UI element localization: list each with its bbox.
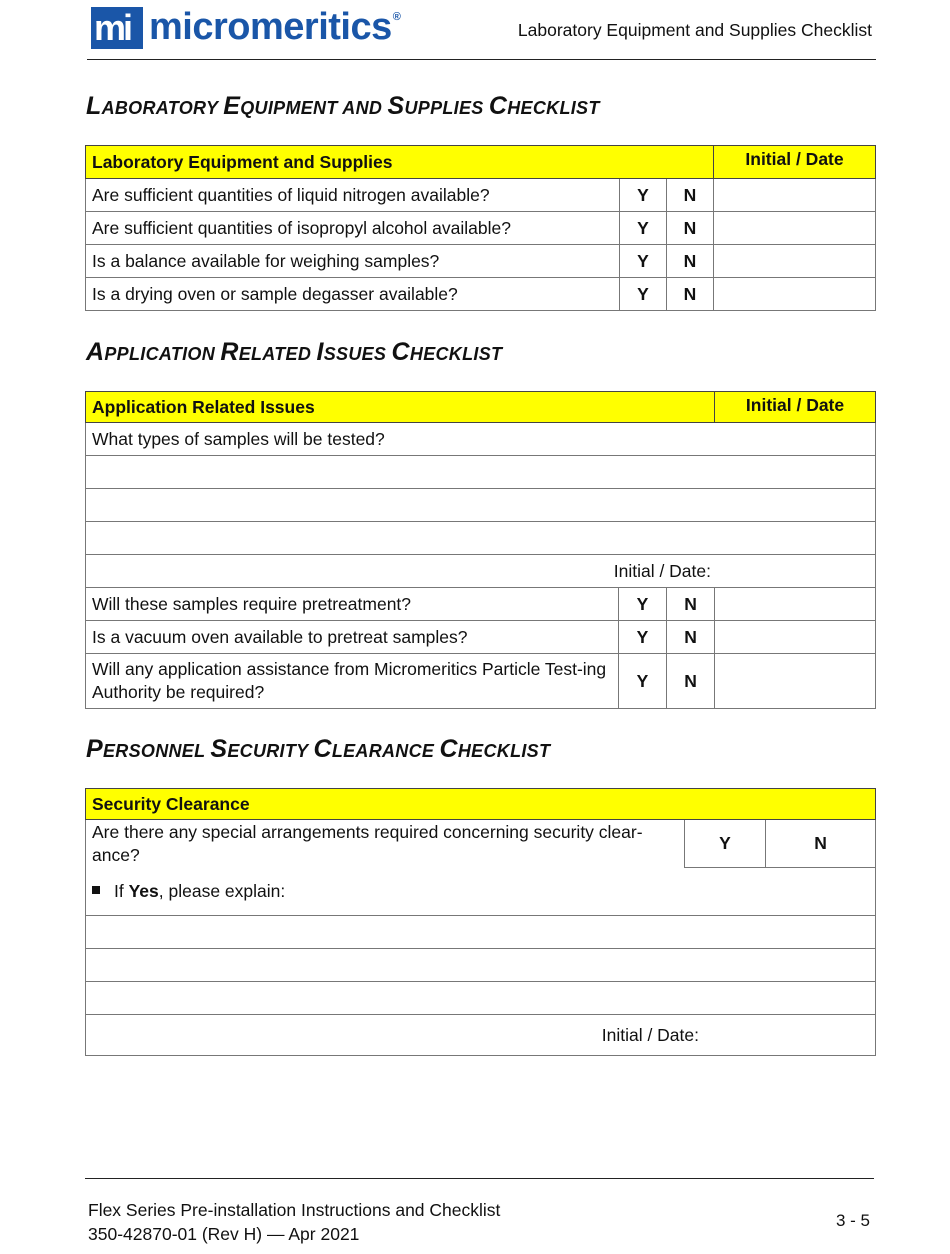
initial-date-header: Initial / Date [714, 146, 876, 179]
yes-option[interactable]: Y [620, 245, 667, 278]
yes-option[interactable]: Y [685, 820, 766, 868]
application-issues-table [85, 391, 876, 709]
security-question: Are there any special arrangements required concerning security clear-ance? [86, 820, 685, 868]
lab-equipment-table-header: Laboratory Equipment and Supplies [86, 146, 714, 179]
no-option[interactable]: N [667, 245, 714, 278]
answer-line[interactable] [86, 916, 876, 949]
security-clearance-table [85, 788, 876, 1056]
no-option[interactable]: N [667, 212, 714, 245]
initial-date-cell[interactable] [714, 278, 876, 311]
initial-date-cell[interactable] [715, 654, 876, 709]
initial-date-label[interactable]: Initial / Date: [86, 1015, 876, 1056]
answer-line[interactable] [86, 489, 876, 522]
section-title-lab-equipment: LABORATORY EQUIPMENT AND SUPPLIES CHECKLIST [86, 92, 600, 120]
page-header [87, 0, 876, 60]
application-issues-table-header: Application Related Issues [86, 392, 715, 423]
table-row [86, 245, 876, 278]
table-row [86, 278, 876, 311]
answer-line[interactable] [86, 982, 876, 1015]
header-title: Laboratory Equipment and Supplies Checklist [517, 20, 872, 40]
table-row [86, 179, 876, 212]
table-row [86, 654, 876, 709]
lab-equipment-table [85, 145, 876, 311]
initial-date-label[interactable]: Initial / Date: [86, 555, 876, 588]
micromeritics-logo [91, 7, 401, 49]
footer-doc-title: Flex Series Pre-installation Instructions and Checklist [88, 1200, 501, 1220]
initial-date-cell[interactable] [714, 212, 876, 245]
yes-option[interactable]: Y [619, 588, 667, 621]
initial-date-header: Initial / Date [715, 392, 876, 423]
logo-mark-text: mi [94, 7, 131, 48]
question: Are sufficient quantities of isopropyl alcohol available? [86, 212, 620, 245]
footer-doc-number: 350-42870-01 (Rev H) — Apr 2021 [88, 1224, 360, 1244]
bullet-icon [92, 886, 100, 894]
table-row [86, 588, 876, 621]
initial-date-cell[interactable] [714, 179, 876, 212]
answer-line[interactable] [86, 522, 876, 555]
initial-date-cell[interactable] [715, 621, 876, 654]
no-option[interactable]: N [667, 654, 715, 709]
question: Will any application assistance from Micromeritics Particle Test-ing Authority be required? [86, 654, 619, 709]
logo-wordmark: micromeritics [149, 6, 392, 48]
logo-mark [91, 7, 143, 49]
section-title-security-clearance: PERSONNEL SECURITY CLEARANCE CHECKLIST [86, 735, 551, 763]
question: Are sufficient quantities of liquid nitrogen available? [86, 179, 620, 212]
explain-instruction: If Yes, please explain: [86, 868, 876, 916]
yes-option[interactable]: Y [619, 654, 667, 709]
yes-option[interactable]: Y [620, 179, 667, 212]
no-option[interactable]: N [667, 179, 714, 212]
initial-date-cell[interactable] [715, 588, 876, 621]
initial-date-cell[interactable] [714, 245, 876, 278]
question: Will these samples require pretreatment? [86, 588, 619, 621]
question: Is a balance available for weighing samples? [86, 245, 620, 278]
yes-option[interactable]: Y [620, 212, 667, 245]
security-clearance-table-header: Security Clearance [86, 789, 876, 820]
sample-types-question: What types of samples will be tested? [86, 423, 876, 456]
answer-line[interactable] [86, 949, 876, 982]
footer-doc-info [88, 1198, 500, 1246]
question: Is a vacuum oven available to pretreat samples? [86, 621, 619, 654]
question: Is a drying oven or sample degasser available? [86, 278, 620, 311]
no-option[interactable]: N [667, 278, 714, 311]
table-row [86, 621, 876, 654]
no-option[interactable]: N [667, 588, 715, 621]
table-row [86, 212, 876, 245]
section-title-application-issues: APPLICATION RELATED ISSUES CHECKLIST [86, 338, 503, 366]
page-number: 3 - 5 [835, 1211, 870, 1230]
answer-line[interactable] [86, 456, 876, 489]
no-option[interactable]: N [667, 621, 715, 654]
yes-option[interactable]: Y [619, 621, 667, 654]
footer-rule [85, 1178, 874, 1179]
yes-option[interactable]: Y [620, 278, 667, 311]
no-option[interactable]: N [766, 820, 876, 868]
registered-mark: ® [392, 11, 401, 23]
